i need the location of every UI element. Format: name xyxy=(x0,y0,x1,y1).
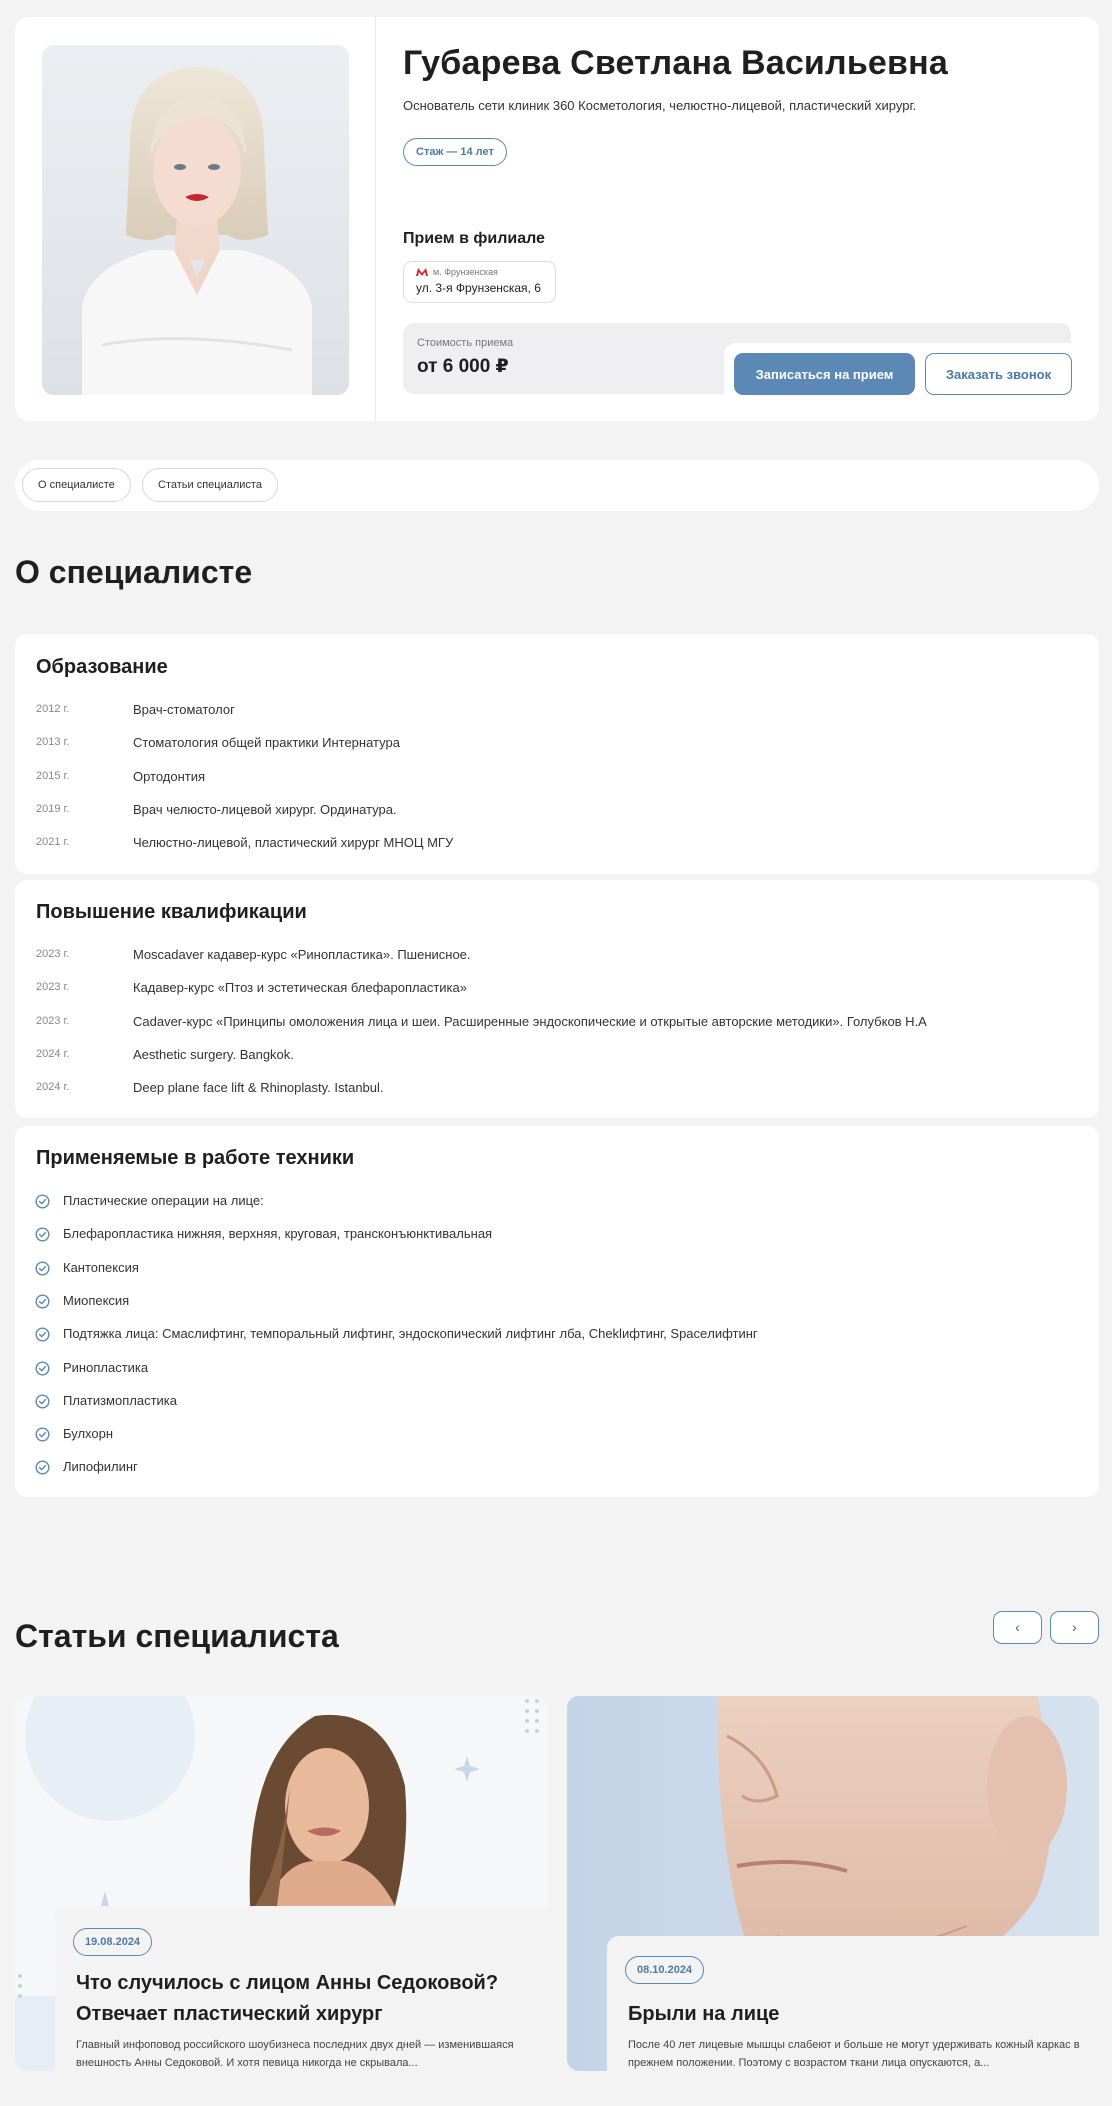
article-card-2[interactable] xyxy=(567,1696,1099,2071)
tab-about[interactable]: О специалисте xyxy=(22,468,131,502)
techniques-card xyxy=(15,1126,1099,1497)
check-circle-icon xyxy=(35,1394,50,1409)
technique-item: Пластические операции на лице: xyxy=(63,1193,264,1208)
branch-address: ул. 3-я Фрунзенская, 6 xyxy=(416,281,541,295)
check-circle-icon xyxy=(35,1361,50,1376)
technique-item: Подтяжка лица: Смаслифтинг, темпоральный лифтинг, эндоскопический лифтинг лба, Cheklифтинг, Spaceлифтинг xyxy=(63,1326,758,1342)
check-circle-icon xyxy=(35,1261,50,1276)
prev-arrow-button[interactable]: ‹ xyxy=(993,1611,1042,1644)
check-circle-icon xyxy=(35,1427,50,1442)
branch-card[interactable] xyxy=(403,261,556,303)
doctor-position: Основатель сети клиник 360 Косметология, челюстно-лицевой, пластический хирург. xyxy=(403,98,917,113)
articles-heading: Статьи специалиста xyxy=(15,1618,339,1654)
branch-title: Прием в филиале xyxy=(403,230,545,247)
doctor-name: Губарева Светлана Васильевна xyxy=(403,44,948,82)
techniques-title: Применяемые в работе техники xyxy=(36,1147,355,1169)
article-excerpt-1: Главный инфоповод российского шоубизнеса последних двух дней — изменившаяся внешность Анны Седоковой. И хотя певица никогда не скрывала... xyxy=(76,2039,514,2069)
divider xyxy=(375,17,376,421)
metro-icon xyxy=(416,268,428,276)
article-date-1: 19.08.2024 xyxy=(73,1928,152,1956)
row-year: 2023 г. xyxy=(36,948,70,960)
row-text: Ортодонтия xyxy=(133,768,206,784)
tab-articles[interactable]: Статьи специалиста xyxy=(142,468,278,502)
row-text: Челюстно-лицевой, пластический хирург МНОЦ МГУ xyxy=(133,835,454,851)
row-text: Aesthetic surgery. Bangkok. xyxy=(133,1046,294,1062)
next-arrow-button[interactable]: › xyxy=(1050,1611,1099,1644)
article-date-2: 08.10.2024 xyxy=(625,1956,704,1984)
about-heading: О специалисте xyxy=(15,554,253,590)
row-year: 2015 г. xyxy=(36,769,70,782)
row-text: Кадавер-курс «Птоз и эстетическая блефаропластика» xyxy=(133,980,467,996)
row-year: 2023 г. xyxy=(36,1014,70,1027)
technique-item: Кантопексия xyxy=(63,1259,139,1275)
article-card-1[interactable] xyxy=(15,1696,547,2071)
row-text: Врач челюсто-лицевой хирург. Ординатура. xyxy=(133,801,397,817)
check-circle-icon xyxy=(35,1460,50,1475)
row-year: 2019 г. xyxy=(36,802,70,815)
row-text: Врач-стоматолог xyxy=(133,702,235,717)
article-title-2[interactable]: Брыли на лице xyxy=(628,2003,780,2025)
metro-station: м. Фрунзенская xyxy=(433,267,498,277)
technique-item: Миопексия xyxy=(63,1292,130,1308)
row-text: Deep plane face lift & Rhinoplasty. Istanbul. xyxy=(133,1080,384,1096)
row-text: Стоматология общей практики Интернатура xyxy=(133,735,400,751)
row-year: 2024 г. xyxy=(36,1081,70,1094)
row-year: 2021 г. xyxy=(36,836,70,849)
technique-item: Ринопластика xyxy=(63,1359,149,1375)
article-title-1[interactable]: Что случилось с лицом Анны Седоковой? Отвечает пластический хирург xyxy=(76,1972,499,2025)
row-text: Moscadaver кадавер-курс «Ринопластика». Пшенисное. xyxy=(133,947,471,962)
request-call-button[interactable]: Заказать звонок xyxy=(925,353,1072,395)
technique-item: Платизмопластика xyxy=(63,1392,177,1408)
article-excerpt-2: После 40 лет лицевые мышцы слабеют и больше не могут удерживать кожный каркас в прежнем положении. Поэтому с возрастом ткани лица опускаются, а... xyxy=(628,2039,1080,2069)
row-year: 2013 г. xyxy=(36,736,70,749)
check-circle-icon xyxy=(35,1194,50,1209)
doctor-photo xyxy=(42,45,349,395)
row-year: 2023 г. xyxy=(36,981,70,994)
check-circle-icon xyxy=(35,1294,50,1309)
check-circle-icon xyxy=(35,1227,50,1242)
row-text: Cadaver-курс «Принципы омоложения лица и шеи. Расширенные эндоскопические и открытые авторские методики». Голубков Н.А xyxy=(133,1013,927,1029)
check-circle-icon xyxy=(35,1327,50,1342)
technique-item: Булхорн xyxy=(63,1426,114,1442)
row-year: 2012 г. xyxy=(36,703,70,715)
qualification-title: Повышение квалификации xyxy=(36,901,307,923)
experience-badge: Стаж — 14 лет xyxy=(403,138,507,166)
education-title: Образование xyxy=(36,656,168,678)
technique-item: Блефаропластика нижняя, верхняя, круговая, трансконъюнктивальная xyxy=(63,1226,493,1242)
row-year: 2024 г. xyxy=(36,1047,70,1060)
price-value: от 6 000 ₽ xyxy=(417,356,509,377)
technique-item: Липофилинг xyxy=(63,1459,138,1475)
price-label: Стоимость приема xyxy=(417,337,514,349)
book-appointment-button[interactable]: Записаться на прием xyxy=(734,353,915,395)
